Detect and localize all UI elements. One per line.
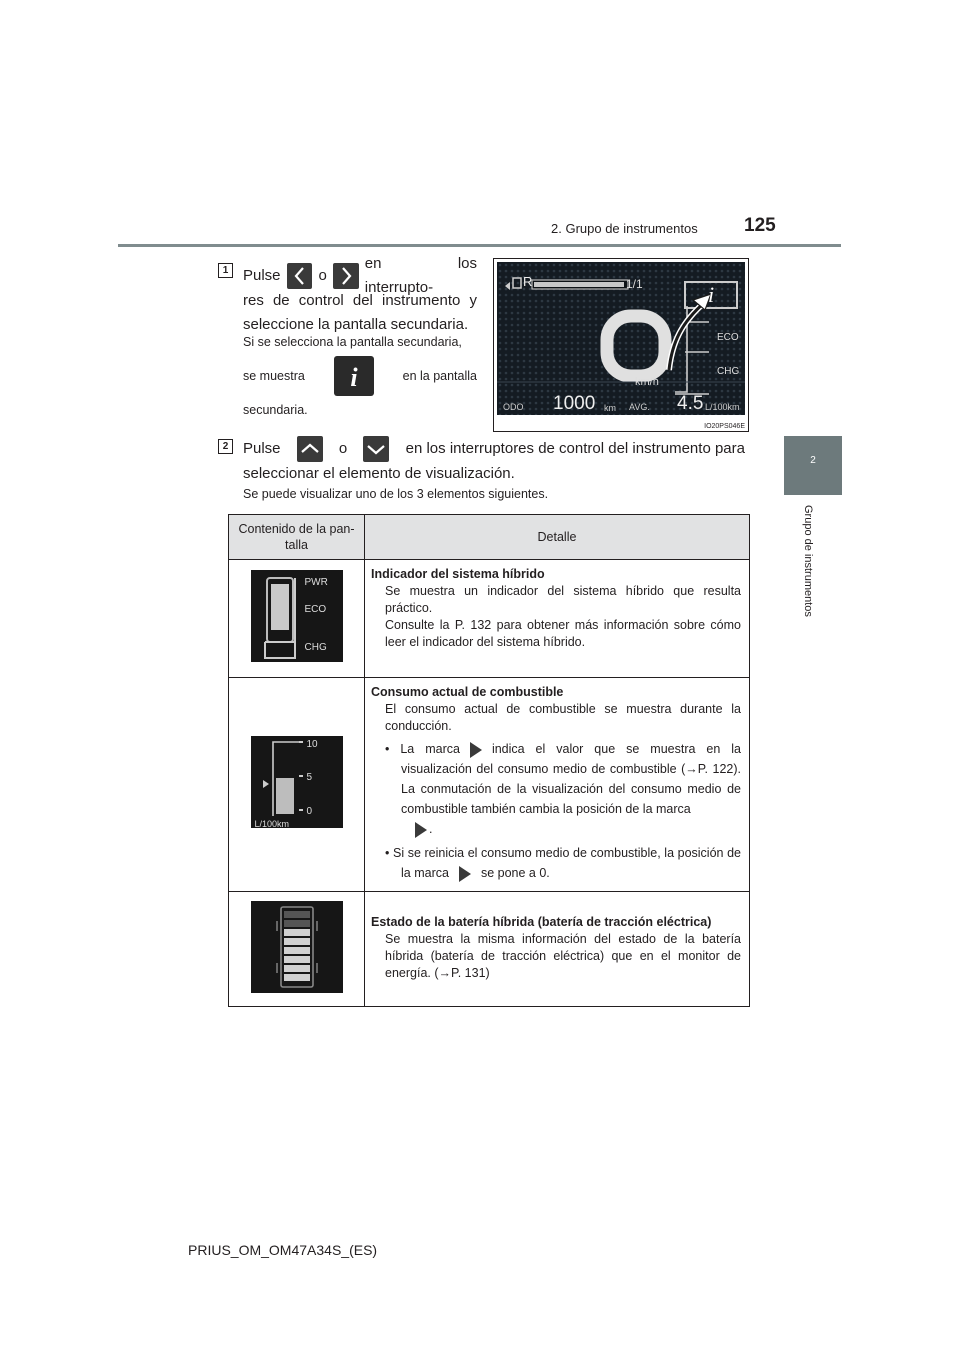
step-1-text-a: en los interrupto- — [364, 254, 478, 296]
avg-unit: L/100km — [705, 402, 740, 412]
step-1-note-b2: en la pantalla — [402, 369, 477, 383]
cluster-display — [497, 262, 745, 415]
step-2-text-a: en los interruptores de control del instrumento para — [405, 440, 745, 457]
step-1-text-b: res de control del instrumento y — [243, 292, 477, 309]
gear-indicator: R — [523, 274, 533, 289]
display-items-table — [228, 514, 750, 1007]
table-row — [229, 678, 750, 892]
eco-label: ECO — [717, 332, 739, 343]
fuel-fraction: 1/1 — [626, 277, 643, 291]
step-1-note — [243, 334, 477, 418]
header-divider — [118, 244, 841, 247]
chg-label: CHG — [717, 366, 740, 377]
row-title: Indicador del sistema híbrido — [371, 567, 545, 581]
battery-image-cell — [229, 892, 365, 1007]
step-1-marker: 1 — [218, 263, 233, 278]
bullet-1-c: . — [429, 822, 433, 836]
bullet-1-a: • La marca — [385, 742, 460, 756]
marker-triangle-icon — [470, 742, 482, 758]
odo-label: ODO — [503, 402, 524, 412]
bullet-1-b: indica el valor que se muestra en la visualización del consumo medio de combustible (→P. 122). La conmutación de la visualización del consumo medio de combustible también cambia la posición de la marca — [401, 742, 741, 816]
hybrid-indicator-image — [251, 570, 343, 662]
step-1-note-c: secundaria. — [243, 403, 308, 417]
step-2-pulse: Pulse — [243, 440, 281, 457]
avg-label: AVG. — [629, 402, 650, 412]
row-body: El consumo actual de combustible se muestra durante la conducción. — [385, 702, 741, 733]
hybrid-indicator-detail — [365, 560, 750, 678]
table-row — [229, 892, 750, 1007]
hybrid-indicator-image-cell — [229, 560, 365, 678]
section-title: 2. Grupo de instrumentos — [551, 221, 698, 236]
step-2-marker: 2 — [218, 439, 233, 454]
fuel-consumption-detail — [365, 678, 750, 892]
chevron-left-icon — [287, 263, 313, 289]
chevron-up-icon — [297, 436, 323, 462]
chapter-tab-label: Grupo de instrumentos — [802, 505, 814, 617]
step-1-text-c: seleccione la pantalla secundaria. — [243, 316, 469, 333]
step-2-or: o — [338, 440, 348, 457]
info-icon — [334, 356, 374, 396]
row-body: Se muestra la misma información del estado de la batería híbrida (batería de tracción eléctrica) que en el monitor de energía. (→P. 131) — [385, 932, 741, 980]
chapter-tab-number: 2 — [810, 455, 816, 466]
marker-triangle-icon — [415, 822, 427, 838]
odo-unit: km — [604, 403, 616, 413]
avg-value: 4.5 — [677, 393, 704, 414]
scale-unit: L/100km — [254, 819, 290, 829]
row-title: Estado de la batería híbrida (batería de tracción eléctrica) — [371, 915, 712, 929]
odo-value: 1000 — [553, 393, 596, 414]
chg-label: CHG — [304, 642, 327, 653]
svg-text:i: i — [707, 282, 715, 307]
step-1-pulse: Pulse — [243, 266, 281, 284]
step-1-or: o — [318, 266, 327, 284]
table-header-content: Contenido de la pan- talla — [229, 515, 365, 560]
speed-unit: km/h — [635, 376, 659, 388]
chevron-down-icon — [363, 436, 389, 462]
bullet-2-b: se pone a 0. — [480, 866, 550, 880]
step-1-note-b1: se muestra — [243, 369, 305, 383]
svg-text:i: i — [350, 363, 358, 392]
step-1-text — [243, 254, 478, 337]
battery-image — [251, 901, 343, 993]
table-header-detail: Detalle — [365, 515, 750, 560]
row-body: Se muestra un indicador del sistema híbrido que resulta práctico. Consulte la P. 132 para obtener más información sobre cómo leer el indicador del sistema híbrido. — [385, 584, 741, 649]
battery-detail — [365, 892, 750, 1007]
fuel-consumption-image-cell — [229, 678, 365, 892]
bullet-1 — [371, 739, 741, 839]
step-2-note: Se puede visualizar uno de los 3 elementos siguientes. — [243, 487, 549, 501]
step-2-text-b: seleccionar el elemento de visualización. — [243, 465, 515, 482]
row-title: Consumo actual de combustible — [371, 685, 564, 699]
chevron-right-icon — [333, 263, 359, 289]
bullet-2 — [371, 843, 741, 883]
figure-code: IO20PS046E — [704, 423, 745, 430]
scale-top: 10 — [306, 739, 318, 750]
eco-label: ECO — [304, 604, 327, 615]
scale-mid: 5 — [306, 772, 313, 783]
marker-triangle-icon — [459, 866, 471, 882]
bullet-2-a: • Si se reinicia el consumo medio de combustible, la posición de la marca — [385, 846, 741, 880]
fuel-consumption-image — [251, 736, 343, 828]
document-footer: PRIUS_OM_OM47A34S_(ES) — [188, 1242, 378, 1258]
pwr-label: PWR — [304, 577, 328, 588]
step-1-note-a: Si se selecciona la pantalla secundaria, — [243, 335, 462, 349]
step-2-text — [243, 436, 745, 486]
page-number: 125 — [744, 215, 776, 236]
table-row — [229, 560, 750, 678]
instrument-cluster-figure — [493, 258, 749, 432]
speed-value — [617, 313, 656, 383]
scale-bottom: 0 — [306, 806, 313, 817]
